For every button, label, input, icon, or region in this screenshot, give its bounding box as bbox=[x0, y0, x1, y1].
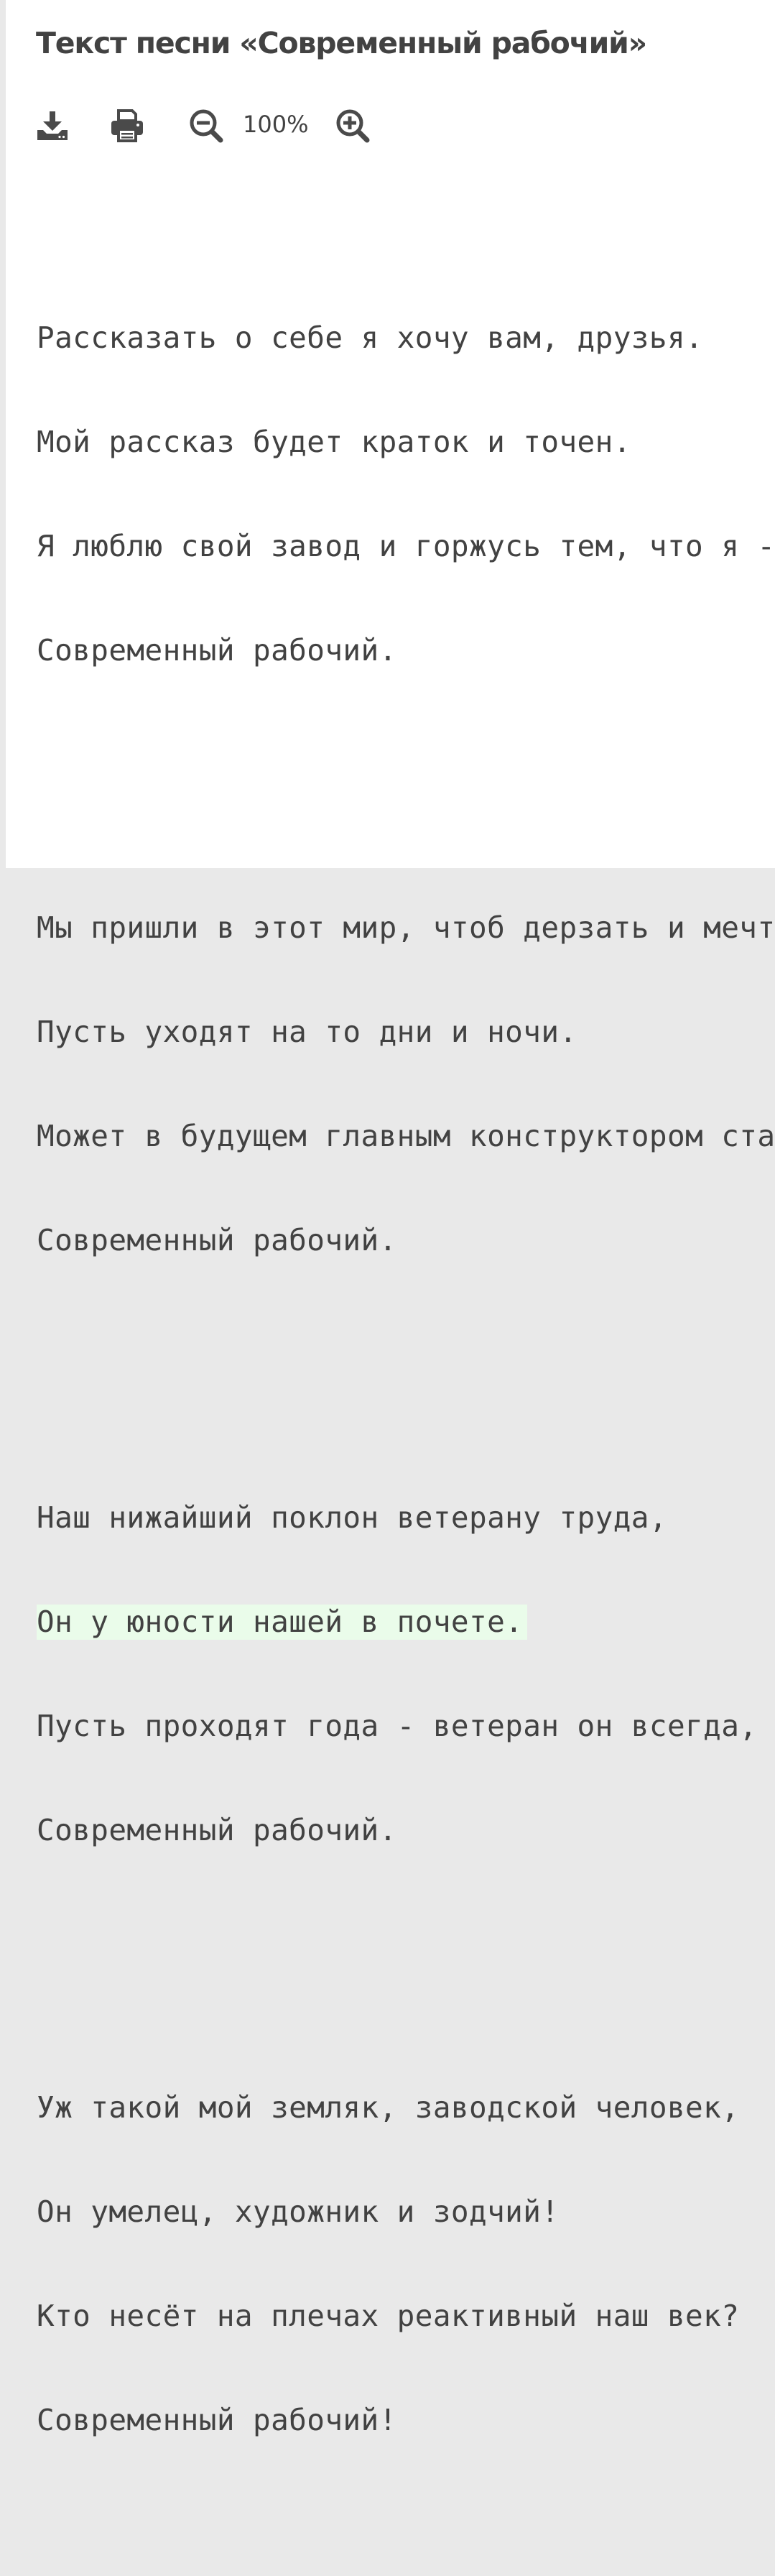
toolbar bbox=[34, 108, 408, 144]
zoom-out-icon bbox=[188, 108, 224, 144]
download-icon bbox=[36, 110, 69, 142]
zoom-level: 100% bbox=[243, 111, 309, 138]
lyrics-line: Рассказать о себе я хочу вам, друзья. bbox=[37, 320, 704, 355]
lyrics-stanza-1 bbox=[37, 251, 775, 737]
lyrics-line-highlighted bbox=[37, 1605, 775, 1640]
lyrics-line: Может в будущем главным конструктором ста bbox=[37, 1119, 775, 1153]
lyrics-line: Кто несёт на плечах реактивный наш век? bbox=[37, 2299, 740, 2333]
zoom-in-icon bbox=[335, 108, 371, 144]
lyrics-line: Современный рабочий! bbox=[37, 2403, 397, 2437]
lyrics-line: Современный рабочий. bbox=[37, 1223, 397, 1257]
lyrics-line: Мы пришли в этот мир, чтоб дерзать и мечт bbox=[37, 910, 775, 945]
lyrics-line: Уж такой мой земляк, заводской человек, bbox=[37, 2090, 740, 2125]
zoom-out-button[interactable] bbox=[188, 108, 224, 144]
lyrics-stanza-3 bbox=[37, 1431, 775, 1917]
highlighted-text: Он у юности нашей в почете. bbox=[37, 1605, 527, 1640]
lyrics-line: Я люблю свой завод и горжусь тем, что я - bbox=[37, 529, 775, 563]
page bbox=[6, 0, 775, 2437]
lyrics-stanza-4 bbox=[37, 2021, 775, 2507]
lyrics-line: Пусть проходят года - ветеран он всегда, bbox=[37, 1709, 758, 1743]
lyrics-line: Современный рабочий. bbox=[37, 633, 397, 668]
print-button[interactable] bbox=[109, 108, 145, 144]
lyrics-line: Пусть уходят на то дни и ночи. bbox=[37, 1015, 577, 1049]
lyrics-line: Мой рассказ будет краток и точен. bbox=[37, 425, 631, 459]
lyrics-line: Он умелец, художник и зодчий! bbox=[37, 2194, 560, 2229]
lyrics-line: Современный рабочий. bbox=[37, 1813, 397, 1847]
page-title: Текст песни «Современный рабочий» bbox=[36, 26, 646, 60]
zoom-in-button[interactable] bbox=[335, 108, 371, 144]
printer-icon bbox=[110, 109, 144, 142]
lyrics-stanza-2 bbox=[37, 841, 775, 1327]
lyrics-line: Наш нижайший поклон ветерану труда, bbox=[37, 1500, 667, 1535]
lyrics-text bbox=[37, 183, 775, 2576]
download-button[interactable] bbox=[34, 108, 70, 144]
